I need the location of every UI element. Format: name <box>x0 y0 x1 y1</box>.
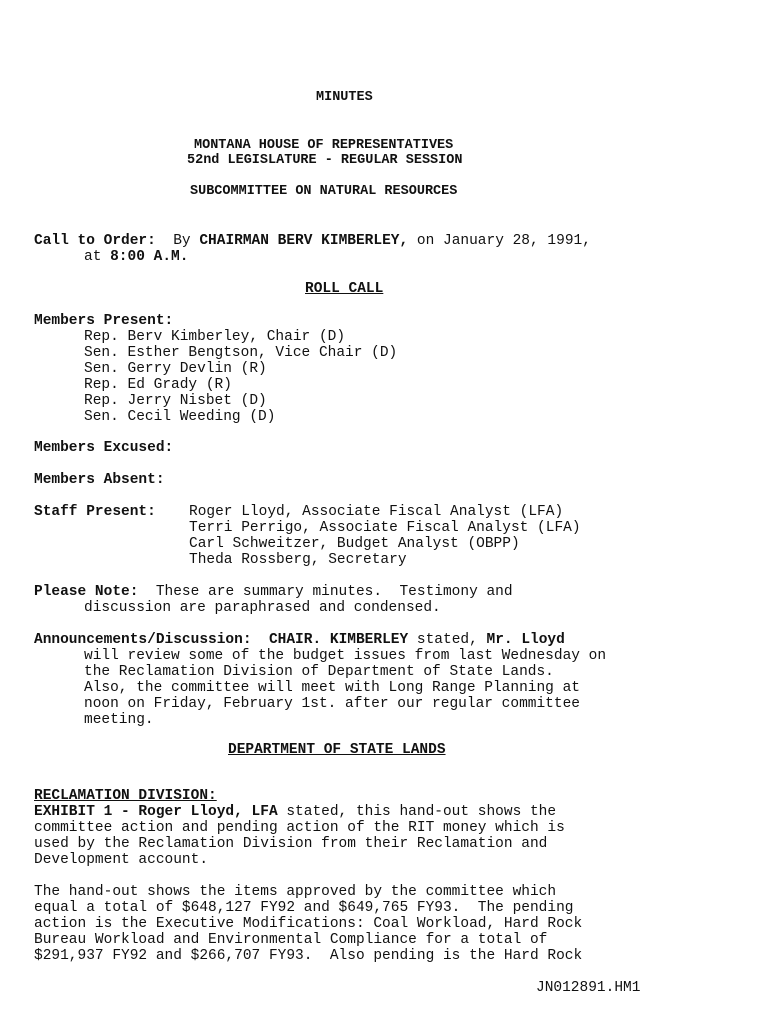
please-note-text: discussion are paraphrased and condensed. <box>84 600 441 616</box>
staff-item: Terri Perrigo, Associate Fiscal Analyst (LFA) <box>189 520 581 536</box>
member-item: Rep. Berv Kimberley, Chair (D) <box>84 329 346 345</box>
call-time-line <box>84 249 188 265</box>
call-to-order-label: Call to Order: <box>34 233 156 249</box>
member-item: Sen. Cecil Weeding (D) <box>84 409 276 425</box>
announcements-label: Announcements/Discussion: <box>34 632 252 648</box>
announcement-line: noon on Friday, February 1st. after our regular committee <box>84 696 580 712</box>
reclamation-title: RECLAMATION DIVISION: <box>34 788 217 804</box>
department-title: DEPARTMENT OF STATE LANDS <box>228 742 446 758</box>
call-to-order <box>34 233 591 249</box>
members-excused-label: Members Excused: <box>34 440 174 456</box>
exhibit-label: EXHIBIT 1 - Roger Lloyd, LFA <box>34 804 278 820</box>
call-time: 8:00 A.M. <box>110 249 189 265</box>
staff-item: Theda Rossberg, Secretary <box>189 552 407 568</box>
members-present-label: Members Present: <box>34 313 174 329</box>
call-date: on January 28, 1991, <box>416 233 591 249</box>
session-name: 52nd LEGISLATURE - REGULAR SESSION <box>187 153 463 168</box>
member-item: Sen. Esther Bengtson, Vice Chair (D) <box>84 345 398 361</box>
reclamation-para2-line: action is the Executive Modifications: Coal Workload, Hard Rock <box>34 916 583 932</box>
member-item: Rep. Ed Grady (R) <box>84 377 232 393</box>
exhibit-line <box>34 804 556 820</box>
member-item: Rep. Jerry Nisbet (D) <box>84 393 267 409</box>
reclamation-para2-line: Bureau Workload and Environmental Compliance for a total of <box>34 932 548 948</box>
roll-call-title: ROLL CALL <box>305 281 384 297</box>
members-absent-label: Members Absent: <box>34 472 165 488</box>
org-name: MONTANA HOUSE OF REPRESENTATIVES <box>194 138 454 153</box>
staff-item: Roger Lloyd, Associate Fiscal Analyst (LFA) <box>189 504 564 520</box>
announcement-lloyd: Mr. Lloyd <box>486 632 565 648</box>
announcement-line: will review some of the budget issues from last Wednesday on <box>84 648 607 664</box>
member-item: Sen. Gerry Devlin (R) <box>84 361 267 377</box>
reclamation-line: used by the Reclamation Division from their Reclamation and <box>34 836 548 852</box>
announcement-line: Also, the committee will meet with Long Range Planning at <box>84 680 580 696</box>
staff-present-label: Staff Present: <box>34 504 156 520</box>
please-note <box>34 584 513 600</box>
reclamation-para2-line: equal a total of $648,127 FY92 and $649,765 FY93. The pending <box>34 900 574 916</box>
call-at: at <box>84 249 102 265</box>
announcement-chair: CHAIR. KIMBERLEY <box>268 632 409 648</box>
please-note-text: These are summary minutes. Testimony and <box>155 584 513 600</box>
call-by: By <box>173 233 191 249</box>
committee-name: SUBCOMMITTEE ON NATURAL RESOURCES <box>190 184 458 199</box>
reclamation-para2-line: The hand-out shows the items approved by the committee which <box>34 884 557 900</box>
reclamation-para2-line: $291,937 FY92 and $266,707 FY93. Also pending is the Hard Rock <box>34 948 583 964</box>
footer-code: JN012891.HM1 <box>536 980 641 996</box>
exhibit-text: stated, this hand-out shows the <box>286 804 557 820</box>
announcement-line: the Reclamation Division of Department of State Lands. <box>84 664 554 680</box>
announcements <box>34 632 565 648</box>
announcement-line: meeting. <box>84 712 154 728</box>
chairman-name: CHAIRMAN BERV KIMBERLEY, <box>199 233 409 249</box>
doc-title: MINUTES <box>316 90 373 105</box>
reclamation-line: committee action and pending action of the RIT money which is <box>34 820 565 836</box>
reclamation-line: Development account. <box>34 852 209 868</box>
announcement-stated: stated, <box>416 632 478 648</box>
staff-item: Carl Schweitzer, Budget Analyst (OBPP) <box>189 536 520 552</box>
please-note-label: Please Note: <box>34 584 139 600</box>
